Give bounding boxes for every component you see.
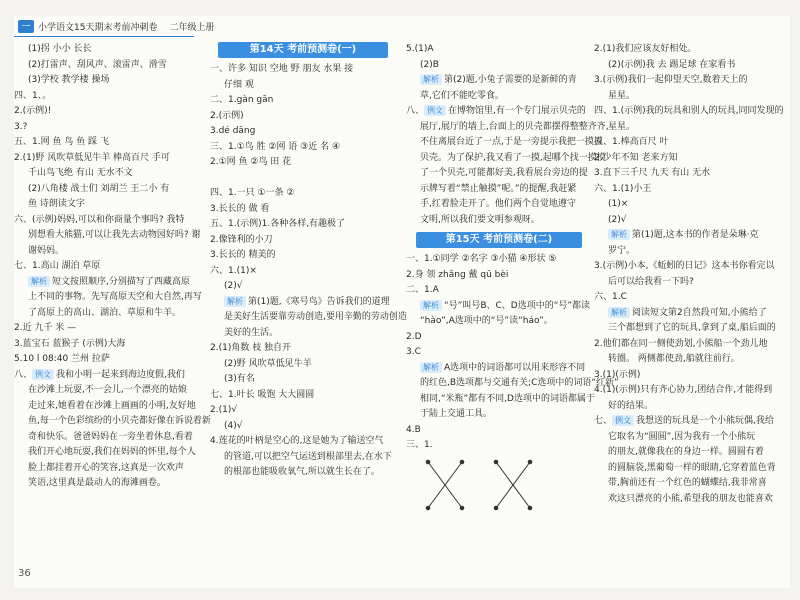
answer-line: 3.dé dāng [210, 126, 256, 136]
answer-line: 不住离展台近了一点,于是一旁提示我把一摸摸 [420, 137, 603, 147]
answer-line: 的根部也能吸收氧气,所以就生长在了。 [224, 467, 380, 477]
answer-line: 4.(1)(示例)只有齐心协力,团结合作,才能得到 [594, 385, 773, 395]
answer-line: 三、1.①鸟 胜 ②网 语 ③近 名 ④ [210, 141, 341, 152]
answer-line: 3.C [406, 347, 421, 357]
grade-label: 二年级上册 [169, 22, 215, 33]
answer-line: 二、1.A [406, 285, 439, 295]
answer-line: 示牌写着“禁止触摸”呢。”的提醒,我赶紧 [420, 183, 577, 194]
answer-line: 2.(1)野 风吹草低见牛羊 棒高百尺 手可 [14, 152, 170, 163]
answer-line: 带,胸前还有一个红色的蝴蝶结,我非常喜 [608, 478, 767, 488]
answer-line: (1)拐 小小 长长 [28, 44, 92, 54]
answer-line: 4.B [406, 424, 421, 435]
answer-line: 六、(示例)妈妈,可以和你商量个事吗? 我特 [14, 214, 185, 225]
answer-line: 文明,所以我们要文明参观呀。 [420, 214, 540, 225]
answer-line: 相同,“米瓶”都有不同,D选项中的词语都属于 [420, 393, 595, 404]
answer-line: 贝壳。为了保护,我又看了一摸,起哪个找一摸摸 [420, 152, 606, 163]
answer-line: 在沙滩上玩耍,不一会儿,一个漂亮的姑娘 [28, 385, 187, 395]
answer-line: 奇和快乐。爸爸妈妈在一旁坐着休息,看着 [28, 431, 193, 442]
answer-line: 解析 阅读短文第2自然段可知,小熊给了 [594, 306, 784, 322]
answer-line: 于陆上交通工具。 [420, 409, 493, 419]
answer-line: (4)√ [224, 420, 243, 431]
answer-line: 了高原上的高山、湖泊、草原和牛羊。 [28, 307, 182, 318]
answer-line: 5.(1)A [406, 44, 434, 54]
answer-line: 转圈。 两侧都使劲,船就往前行。 [608, 354, 740, 364]
answer-line: 3.直下三千尺 九天 有山 无水 [594, 168, 711, 178]
answer-line: “hào”,A选项中的“号”读“háo”。 [420, 316, 553, 326]
answer-tag: 例文 [424, 105, 446, 116]
answer-line: 草,它们不能吃零食。 [420, 90, 504, 101]
answer-line: 3.? [14, 121, 28, 132]
answer-line: 欢这只漂亮的小熊,希望我的朋友也能喜欢 [608, 493, 773, 504]
answer-line: 解析 A选项中的词语都可以用来形容不同 [406, 361, 592, 377]
answer-line: 好的结果。 [608, 400, 654, 411]
answer-line: 六、1.C [594, 292, 627, 302]
answer-tag: 解析 [608, 307, 630, 318]
answer-line: 笑语,这里真是最动人的海滩画卷。 [28, 478, 166, 488]
answer-line: 2.(1)角数 枝 独自开 [210, 343, 292, 353]
page-header [18, 18, 214, 34]
answer-tag: 例文 [32, 369, 54, 380]
answer-line: 七、 例文 我想送的玩具是一个小熊玩偶,我给 [594, 416, 774, 426]
answer-line: 三、1. [406, 440, 433, 450]
answer-line: 解析 第(2)题,小兔子需要的是新鲜的青 [406, 73, 592, 89]
column-1 [14, 42, 211, 492]
answer-line: 六、1.(1)小王 [594, 183, 652, 194]
answer-line: 谢妈妈。 [28, 245, 65, 256]
answer-line: (2)打雷声、刮风声、滚雷声、滑雪 [28, 59, 167, 70]
answer-line: 五、1.网 鱼 鸟 鱼 踩 飞 [14, 137, 109, 147]
book-title: 小学语文15天期末考前冲刺卷 [38, 22, 158, 33]
answer-line: 四、1、。 [14, 90, 52, 101]
answer-line: 四、1.(示例)我的玩具和别人的玩具,同同发现的 [594, 106, 784, 116]
answer-line: 的朋友,就像我在的身边一样。圆圆有着 [608, 447, 764, 457]
answer-line: 星星。 [608, 121, 636, 132]
answer-line: 3.蓝宝石 蓝猴子 (示例)大海 [14, 338, 126, 349]
answer-line: (1)× [608, 199, 629, 209]
answer-line: 2.像锋利的小刀 [210, 234, 273, 245]
answer-line: 2.D [406, 331, 422, 342]
answer-line: 2.①网 鱼 ②鸟 田 花 [210, 157, 292, 167]
answer-line: 是美好生活要靠劳动创造,要用辛勤的劳动创造 [224, 312, 407, 322]
answer-line: 二、1.gàn gān [210, 95, 274, 105]
answer-line: 七、1.高山 湖泊 草原 [14, 261, 101, 271]
answer-tag: 例文 [612, 415, 634, 426]
answer-line: 4.莲花的叶柄是空心的,这是她为了输送空气 [210, 436, 384, 446]
answer-line: 仔细 观 [224, 79, 254, 90]
answer-line: 解析 第(1)题,这本书的作者是朵琳·克 [594, 228, 784, 244]
answer-tag: 解析 [224, 296, 246, 307]
answer-line: 美好的生活。 [224, 327, 279, 338]
answer-line: 鱼,每一个色彩缤纷的小贝壳都好像在诉说着新 [28, 416, 211, 426]
answer-line: 解析 “号”叫号B、C、D选项中的“号”都读 [406, 299, 592, 315]
answer-tag: 解析 [420, 362, 442, 373]
section-title-day14: 第14天 考前预测卷(一) [218, 42, 388, 58]
column-2 [210, 42, 407, 481]
answer-line: 八、 例文 我和小明一起来到海边度假,我们 [14, 369, 185, 380]
book-logo: 一 [18, 20, 34, 33]
answer-line: 2.(1)我们应该友好相处。 [594, 44, 697, 54]
answer-line: 展厅,展厅的墙上,台面上的贝壳都摆得整整齐齐, [420, 121, 609, 132]
answer-line: 鱼 诗朗读文字 [28, 199, 85, 209]
answer-line: 3.长长的 精美的 [210, 250, 276, 260]
header-divider [14, 36, 194, 37]
answer-line: 五、1.(示例)1.各种各样,有趣极了 [210, 219, 346, 229]
answer-line: 的红色,B选项都与交通有关;C选项中的词语“红新” [420, 378, 619, 388]
page-number: 36 [18, 568, 31, 579]
answer-line: 上不同的事物。先写高原天空和大自然,再写 [28, 292, 202, 302]
answer-line: 罗宁。 [608, 245, 636, 256]
answer-line: 我们开心地玩耍,我们在妈妈的怀里,每个人 [28, 447, 196, 457]
matching-lines-diagram [420, 456, 540, 516]
answer-line: 3.(示例)小本,《蚯蚓的日记》这本书你看完以 [594, 261, 775, 271]
answer-line: 走过来,她看着在沙滩上画画的小明,友好地 [28, 400, 196, 411]
answer-page [14, 16, 790, 588]
answer-line: 3.长长的 做 看 [210, 203, 270, 214]
answer-line: 后可以给我看一下吗? [608, 276, 694, 287]
answer-line: 2.(示例) [210, 110, 244, 121]
answer-line: 手,红着脸走开了。他们两个自觉地遵守 [420, 199, 576, 209]
answer-line: 千山鸟飞绝 有山 无水不文 [28, 168, 133, 178]
answer-line: (2)B [420, 59, 439, 70]
answer-line: 八、 例文 在博物馆里,有一个专门展示贝壳的 [406, 106, 586, 116]
column-4 [594, 42, 784, 507]
answer-line: 3.(示例)我们一起仰望天空,数着天上的 [594, 75, 748, 85]
answer-tag: 解析 [28, 276, 50, 287]
answer-line: 一、1.①同学 ②名字 ③小猫 ④形状 ⑤ [406, 254, 557, 264]
answer-line: 的管道,可以把空气运送到根部里去,在水下 [224, 451, 392, 462]
answer-line: 四、1.一只 ①一条 ② [210, 188, 295, 198]
answer-line: 2.(示例)! [14, 106, 52, 116]
answer-line: 3.(1)(示例) [594, 369, 641, 380]
answer-line: 它取名为“圆圆”,因为我有一个小熊玩 [608, 431, 756, 442]
answer-line: (2)√ [224, 281, 243, 291]
answer-line: 星星。 [608, 90, 636, 101]
answer-line: 2.身 领 zhǎng 戴 qū bèi [406, 269, 509, 280]
answer-tag: 解析 [608, 229, 630, 240]
answer-line: 解析 第(1)题,《寒号鸟》告诉我们的道理 [210, 295, 396, 311]
answer-line: 解析 短文按照顺序,分别描写了西藏高原 [14, 275, 199, 291]
answer-line [210, 171, 396, 187]
answer-line: 2.他们都在同一侧使劲划,小熊船一个劲儿地 [594, 338, 768, 349]
section-title-day15: 第15天 考前预测卷(二) [416, 232, 582, 248]
answer-line: 的圆脑袋,黑葡萄一样的眼睛,它穿着蓝色背 [608, 462, 776, 473]
answer-line: 五、1.棒高百尺 叶 [594, 137, 669, 147]
answer-line: 六、1.(1)× [210, 265, 257, 276]
answer-line: 别想看大熊猫,可以让我先去动物园好吗? 谢 [28, 230, 201, 240]
answer-line: 2.近 九千 米 — [14, 323, 77, 333]
answer-line: (3)有名 [224, 374, 255, 384]
answer-line: (2)√ [608, 214, 627, 225]
answer-line: (2)八角楼 战士们 刘胡兰 王二小 有 [28, 183, 170, 194]
answer-tag: 解析 [420, 74, 442, 85]
answer-line: 脸上都挂着开心的笑容,这真是一次欢声 [28, 462, 184, 473]
answer-line: 2.少年不知 老来方知 [594, 152, 678, 163]
answer-line: (3)学校 教学楼 操场 [28, 75, 110, 85]
answer-line: 2.(1)√ [210, 405, 238, 415]
answer-line: (2)(示例)我 去 踢足球 在家看书 [608, 59, 736, 70]
answer-line: 三个都想到了它的玩具,拿到了桌,船后面的 [608, 323, 776, 333]
answer-line: 5.10 l 08:40 兰州 拉萨 [14, 354, 110, 364]
answer-tag: 解析 [420, 300, 442, 311]
answer-line: 一、许多 知识 空地 野 朋友 水果 接 [210, 64, 354, 74]
answer-line: 七、1.叶长 吸饱 大大圆圆 [210, 389, 315, 400]
answer-line: (2)野 风吹草低见牛羊 [224, 358, 312, 369]
answer-line: 了一个贝壳,可能都好美,我看展台旁边的提 [420, 168, 588, 178]
